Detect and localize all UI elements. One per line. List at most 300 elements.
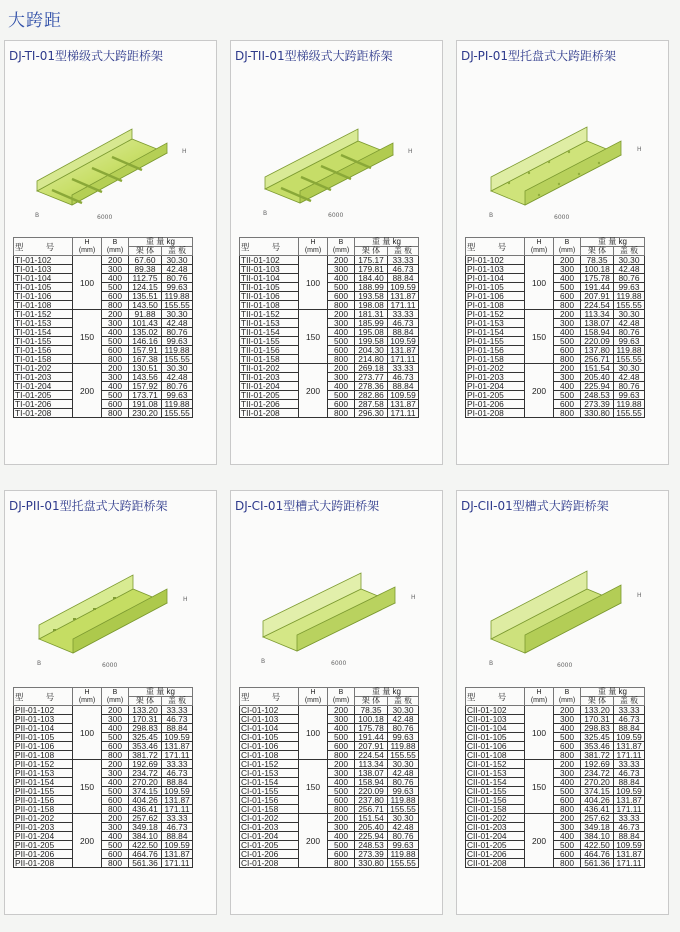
cover-weight-cell: 46.73 [614,769,645,778]
h-cell: 200 [73,364,102,418]
cover-weight-cell: 80.76 [162,328,193,337]
cover-weight-cell: 99.63 [614,283,645,292]
h-cell: 100 [73,256,102,310]
svg-text:6000: 6000 [97,214,113,221]
model-cell: PII-01-206 [14,850,73,859]
frame-weight-cell: 257.62 [129,814,162,823]
header-frame: 架 体 [129,247,162,256]
cover-weight-cell: 131.87 [388,400,419,409]
frame-weight-cell: 112.75 [129,274,162,283]
frame-weight-cell: 220.09 [581,337,614,346]
frame-weight-cell: 225.94 [355,832,388,841]
model-cell: CII-01-106 [466,742,525,751]
header-weight-unit: kg [392,237,401,246]
model-cell: TII-01-155 [240,337,299,346]
cover-weight-cell: 171.11 [614,751,645,760]
frame-weight-cell: 113.34 [581,310,614,319]
frame-weight-cell: 205.40 [581,373,614,382]
header-h-label: H [84,688,90,696]
frame-weight-cell: 205.40 [355,823,388,832]
cover-weight-cell: 30.30 [614,256,645,265]
header-b-label: B [564,238,570,246]
cover-weight-cell: 80.76 [162,274,193,283]
b-cell: 500 [102,841,129,850]
spec-table [13,687,193,868]
frame-weight-cell: 330.80 [581,409,614,418]
b-cell: 600 [554,400,581,409]
frame-weight-cell: 113.34 [355,760,388,769]
cover-weight-cell: 155.55 [388,859,419,868]
b-cell: 300 [554,823,581,832]
h-cell: 200 [525,364,554,418]
header-b [102,688,129,706]
cover-weight-cell: 88.84 [388,382,419,391]
model-cell: CI-01-205 [240,841,299,850]
cover-weight-cell: 119.88 [388,742,419,751]
b-cell: 600 [328,400,355,409]
frame-weight-cell: 143.56 [129,373,162,382]
frame-weight-cell: 296.30 [355,409,388,418]
model-cell: TII-01-205 [240,391,299,400]
b-cell: 300 [102,769,129,778]
frame-weight-cell: 191.08 [129,400,162,409]
frame-weight-cell: 175.78 [355,724,388,733]
page-title: 大跨距 [8,11,62,31]
b-cell: 600 [102,796,129,805]
model-cell: PII-01-155 [14,787,73,796]
model-cell: CII-01-156 [466,796,525,805]
svg-text:6000: 6000 [557,662,573,669]
cover-weight-cell: 119.88 [388,850,419,859]
frame-weight-cell: 185.99 [355,319,388,328]
svg-text:B: B [35,212,40,219]
cover-weight-cell: 46.73 [162,715,193,724]
b-cell: 400 [554,778,581,787]
b-cell: 200 [102,760,129,769]
b-cell: 600 [554,742,581,751]
frame-weight-cell: 256.71 [355,805,388,814]
model-cell: CII-01-202 [466,814,525,823]
frame-weight-cell: 273.39 [581,400,614,409]
frame-weight-cell: 349.18 [129,823,162,832]
cover-weight-cell: 46.73 [388,265,419,274]
cover-weight-cell: 42.48 [388,769,419,778]
cover-weight-cell: 88.84 [162,724,193,733]
header-model: 型 号 [14,238,73,256]
frame-weight-cell: 330.80 [355,859,388,868]
cover-weight-cell: 119.88 [162,400,193,409]
cover-weight-cell: 109.59 [162,841,193,850]
model-cell: CI-01-208 [240,859,299,868]
header-b-label: B [338,688,344,696]
cover-weight-cell: 171.11 [162,859,193,868]
product-panel-tii [230,40,443,465]
model-cell: TII-01-204 [240,382,299,391]
table-row [466,859,645,868]
frame-weight-cell: 273.39 [355,850,388,859]
cover-weight-cell: 131.87 [614,796,645,805]
model-cell: CII-01-104 [466,724,525,733]
cover-weight-cell: 99.63 [614,337,645,346]
model-cell: PI-01-104 [466,274,525,283]
model-cell: CII-01-153 [466,769,525,778]
model-cell: PII-01-208 [14,859,73,868]
frame-weight-cell: 269.18 [355,364,388,373]
cover-weight-cell: 155.55 [162,409,193,418]
frame-weight-cell: 464.76 [581,850,614,859]
cover-weight-cell: 30.30 [388,760,419,769]
header-weight-unit: kg [392,687,401,696]
frame-weight-cell: 298.83 [581,724,614,733]
b-cell: 400 [328,274,355,283]
cover-weight-cell: 33.33 [614,814,645,823]
model-cell: CII-01-205 [466,841,525,850]
header-h-unit: (mm) [304,696,322,704]
model-cell: PII-01-203 [14,823,73,832]
cover-weight-cell: 109.59 [388,283,419,292]
svg-text:B: B [37,660,42,667]
spec-table [465,237,645,418]
frame-weight-cell: 257.62 [581,814,614,823]
b-cell: 800 [554,805,581,814]
header-frame: 架 体 [581,697,614,706]
tray-drawing [17,91,207,241]
frame-weight-cell: 224.54 [355,751,388,760]
panel-title: DJ-CI-01型槽式大跨距桥架 [235,499,380,513]
frame-weight-cell: 273.77 [355,373,388,382]
frame-weight-cell: 170.31 [129,715,162,724]
model-cell: CI-01-105 [240,733,299,742]
frame-weight-cell: 151.54 [581,364,614,373]
header-weight-label: 重 量 [372,687,391,696]
frame-weight-cell: 135.02 [129,328,162,337]
frame-weight-cell: 146.16 [129,337,162,346]
model-cell: TII-01-106 [240,292,299,301]
b-cell: 400 [554,724,581,733]
table-row [14,409,193,418]
header-cover: 盖 板 [388,697,419,706]
cover-weight-cell: 119.88 [162,346,193,355]
header-cover: 盖 板 [162,697,193,706]
frame-weight-cell: 133.20 [581,706,614,715]
model-cell: CI-01-108 [240,751,299,760]
frame-weight-cell: 198.08 [355,301,388,310]
frame-weight-cell: 158.94 [581,328,614,337]
frame-weight-cell: 374.15 [129,787,162,796]
b-cell: 300 [554,373,581,382]
cover-weight-cell: 99.63 [388,733,419,742]
cover-weight-cell: 155.55 [614,409,645,418]
b-cell: 800 [554,859,581,868]
product-panel-pii [4,490,217,915]
model-cell: PII-01-152 [14,760,73,769]
b-cell: 200 [328,760,355,769]
frame-weight-cell: 173.71 [129,391,162,400]
cover-weight-cell: 171.11 [388,409,419,418]
frame-weight-cell: 175.78 [581,274,614,283]
b-cell: 600 [328,850,355,859]
header-b-unit: (mm) [332,696,350,704]
model-cell: CII-01-158 [466,805,525,814]
b-cell: 400 [328,382,355,391]
frame-weight-cell: 188.99 [355,283,388,292]
cover-weight-cell: 99.63 [388,841,419,850]
cover-weight-cell: 131.87 [388,292,419,301]
model-cell: PI-01-154 [466,328,525,337]
header-weight-label: 重 量 [598,237,617,246]
header-h [73,688,102,706]
model-cell: CI-01-202 [240,814,299,823]
frame-weight-cell: 404.26 [581,796,614,805]
b-cell: 500 [554,283,581,292]
model-cell: PI-01-203 [466,373,525,382]
cover-weight-cell: 33.33 [388,256,419,265]
model-cell: PI-01-155 [466,337,525,346]
svg-text:H: H [637,146,642,153]
cover-weight-cell: 30.30 [162,310,193,319]
frame-weight-cell: 181.31 [355,310,388,319]
b-cell: 800 [554,355,581,364]
model-cell: CI-01-156 [240,796,299,805]
header-b-unit: (mm) [106,696,124,704]
cover-weight-cell: 46.73 [162,769,193,778]
header-weight-unit: kg [618,237,627,246]
product-panel-pi [456,40,669,465]
svg-text:H: H [182,148,187,155]
cover-weight-cell: 155.55 [614,355,645,364]
b-cell: 300 [328,715,355,724]
b-cell: 600 [554,850,581,859]
b-cell: 500 [554,787,581,796]
model-cell: TII-01-102 [240,256,299,265]
frame-weight-cell: 384.10 [581,832,614,841]
svg-text:B: B [263,210,268,217]
frame-weight-cell: 374.15 [581,787,614,796]
cover-weight-cell: 88.84 [388,274,419,283]
b-cell: 800 [554,301,581,310]
b-cell: 200 [328,814,355,823]
model-cell: TI-01-106 [14,292,73,301]
cover-weight-cell: 131.87 [388,346,419,355]
panel-title: DJ-TI-01型梯级式大跨距桥架 [9,49,164,63]
model-cell: TI-01-205 [14,391,73,400]
header-model: 型 号 [240,688,299,706]
model-cell: PI-01-158 [466,355,525,364]
model-cell: TI-01-156 [14,346,73,355]
cover-weight-cell: 171.11 [162,751,193,760]
frame-weight-cell: 325.45 [581,733,614,742]
frame-weight-cell: 248.53 [581,391,614,400]
b-cell: 800 [328,859,355,868]
model-cell: TI-01-208 [14,409,73,418]
frame-weight-cell: 138.07 [581,319,614,328]
model-cell: CII-01-208 [466,859,525,868]
model-cell: CII-01-152 [466,760,525,769]
model-cell: PI-01-204 [466,382,525,391]
cover-weight-cell: 42.48 [388,715,419,724]
h-cell: 150 [73,310,102,364]
frame-weight-cell: 89.38 [129,265,162,274]
frame-weight-cell: 561.36 [129,859,162,868]
cover-weight-cell: 131.87 [162,742,193,751]
frame-weight-cell: 133.20 [129,706,162,715]
b-cell: 600 [554,292,581,301]
b-cell: 300 [328,769,355,778]
model-cell: PII-01-205 [14,841,73,850]
header-h-label: H [310,238,316,246]
cover-weight-cell: 171.11 [614,805,645,814]
b-cell: 300 [328,319,355,328]
cover-weight-cell: 80.76 [388,724,419,733]
model-cell: TI-01-203 [14,373,73,382]
b-cell: 200 [328,256,355,265]
cover-weight-cell: 109.59 [388,391,419,400]
frame-weight-cell: 381.72 [129,751,162,760]
header-cover: 盖 板 [614,247,645,256]
frame-weight-cell: 67.60 [129,256,162,265]
b-cell: 400 [102,778,129,787]
cover-weight-cell: 42.48 [614,265,645,274]
cover-weight-cell: 42.48 [162,319,193,328]
cover-weight-cell: 33.33 [614,760,645,769]
model-cell: TII-01-208 [240,409,299,418]
b-cell: 500 [328,841,355,850]
frame-weight-cell: 381.72 [581,751,614,760]
model-cell: TI-01-102 [14,256,73,265]
cover-weight-cell: 46.73 [614,823,645,832]
b-cell: 200 [102,310,129,319]
frame-weight-cell: 422.50 [581,841,614,850]
header-weight-unit: kg [166,687,175,696]
header-frame: 架 体 [355,697,388,706]
h-cell: 200 [299,364,328,418]
cover-weight-cell: 119.88 [614,400,645,409]
cover-weight-cell: 109.59 [614,841,645,850]
frame-weight-cell: 193.58 [355,292,388,301]
model-cell: CI-01-206 [240,850,299,859]
model-cell: PI-01-205 [466,391,525,400]
model-cell: PI-01-102 [466,256,525,265]
b-cell: 500 [554,337,581,346]
model-cell: TII-01-103 [240,265,299,274]
header-weight-unit: kg [166,237,175,246]
cover-weight-cell: 80.76 [614,328,645,337]
header-h-unit: (mm) [78,246,96,254]
panel-title: DJ-CII-01型槽式大跨距桥架 [461,499,609,513]
frame-weight-cell: 436.41 [581,805,614,814]
h-cell: 100 [299,706,328,760]
h-cell: 100 [525,256,554,310]
b-cell: 400 [554,382,581,391]
frame-weight-cell: 230.20 [129,409,162,418]
model-cell: TII-01-154 [240,328,299,337]
cover-weight-cell: 30.30 [388,814,419,823]
cover-weight-cell: 119.88 [614,292,645,301]
cover-weight-cell: 33.33 [614,706,645,715]
b-cell: 800 [554,409,581,418]
model-cell: TII-01-206 [240,400,299,409]
b-cell: 800 [328,355,355,364]
b-cell: 600 [328,292,355,301]
b-cell: 400 [328,832,355,841]
frame-weight-cell: 256.71 [581,355,614,364]
b-cell: 600 [554,796,581,805]
table-header-row [240,238,419,247]
model-cell: TII-01-202 [240,364,299,373]
frame-weight-cell: 78.35 [355,706,388,715]
model-cell: PII-01-103 [14,715,73,724]
model-cell: TI-01-152 [14,310,73,319]
cover-weight-cell: 30.30 [614,364,645,373]
cover-weight-cell: 131.87 [162,850,193,859]
model-cell: PII-01-154 [14,778,73,787]
cover-weight-cell: 33.33 [162,760,193,769]
b-cell: 200 [554,256,581,265]
b-cell: 200 [554,364,581,373]
model-cell: TI-01-158 [14,355,73,364]
cover-weight-cell: 46.73 [388,373,419,382]
spec-table [465,687,645,868]
model-cell: CII-01-103 [466,715,525,724]
header-b-label: B [112,238,118,246]
cover-weight-cell: 80.76 [388,832,419,841]
b-cell: 800 [328,805,355,814]
model-cell: CII-01-105 [466,733,525,742]
tray-drawing [243,541,433,691]
cover-weight-cell: 99.63 [162,337,193,346]
b-cell: 500 [554,733,581,742]
b-cell: 200 [328,310,355,319]
h-cell: 200 [299,814,328,868]
b-cell: 500 [328,391,355,400]
frame-weight-cell: 135.51 [129,292,162,301]
b-cell: 500 [328,283,355,292]
model-cell: TII-01-203 [240,373,299,382]
frame-weight-cell: 278.36 [355,382,388,391]
b-cell: 500 [328,733,355,742]
header-h-unit: (mm) [304,246,322,254]
frame-weight-cell: 130.51 [129,364,162,373]
model-cell: TI-01-108 [14,301,73,310]
frame-weight-cell: 138.07 [355,769,388,778]
cover-weight-cell: 46.73 [388,319,419,328]
table-header-row [14,238,193,247]
cover-weight-cell: 42.48 [614,373,645,382]
frame-weight-cell: 207.91 [355,742,388,751]
frame-weight-cell: 78.35 [581,256,614,265]
b-cell: 400 [328,778,355,787]
product-panel-cii [456,490,669,915]
frame-weight-cell: 384.10 [129,832,162,841]
cover-weight-cell: 119.88 [388,796,419,805]
b-cell: 400 [102,382,129,391]
b-cell: 300 [554,265,581,274]
model-cell: PII-01-105 [14,733,73,742]
spec-table [239,687,419,868]
model-cell: TI-01-204 [14,382,73,391]
h-cell: 150 [525,760,554,814]
model-cell: TI-01-154 [14,328,73,337]
model-cell: CII-01-102 [466,706,525,715]
header-frame: 架 体 [355,247,388,256]
model-cell: CI-01-152 [240,760,299,769]
table-header-row [240,688,419,697]
b-cell: 200 [328,364,355,373]
header-b-unit: (mm) [558,246,576,254]
header-h [299,688,328,706]
cover-weight-cell: 131.87 [162,796,193,805]
cover-weight-cell: 80.76 [388,778,419,787]
